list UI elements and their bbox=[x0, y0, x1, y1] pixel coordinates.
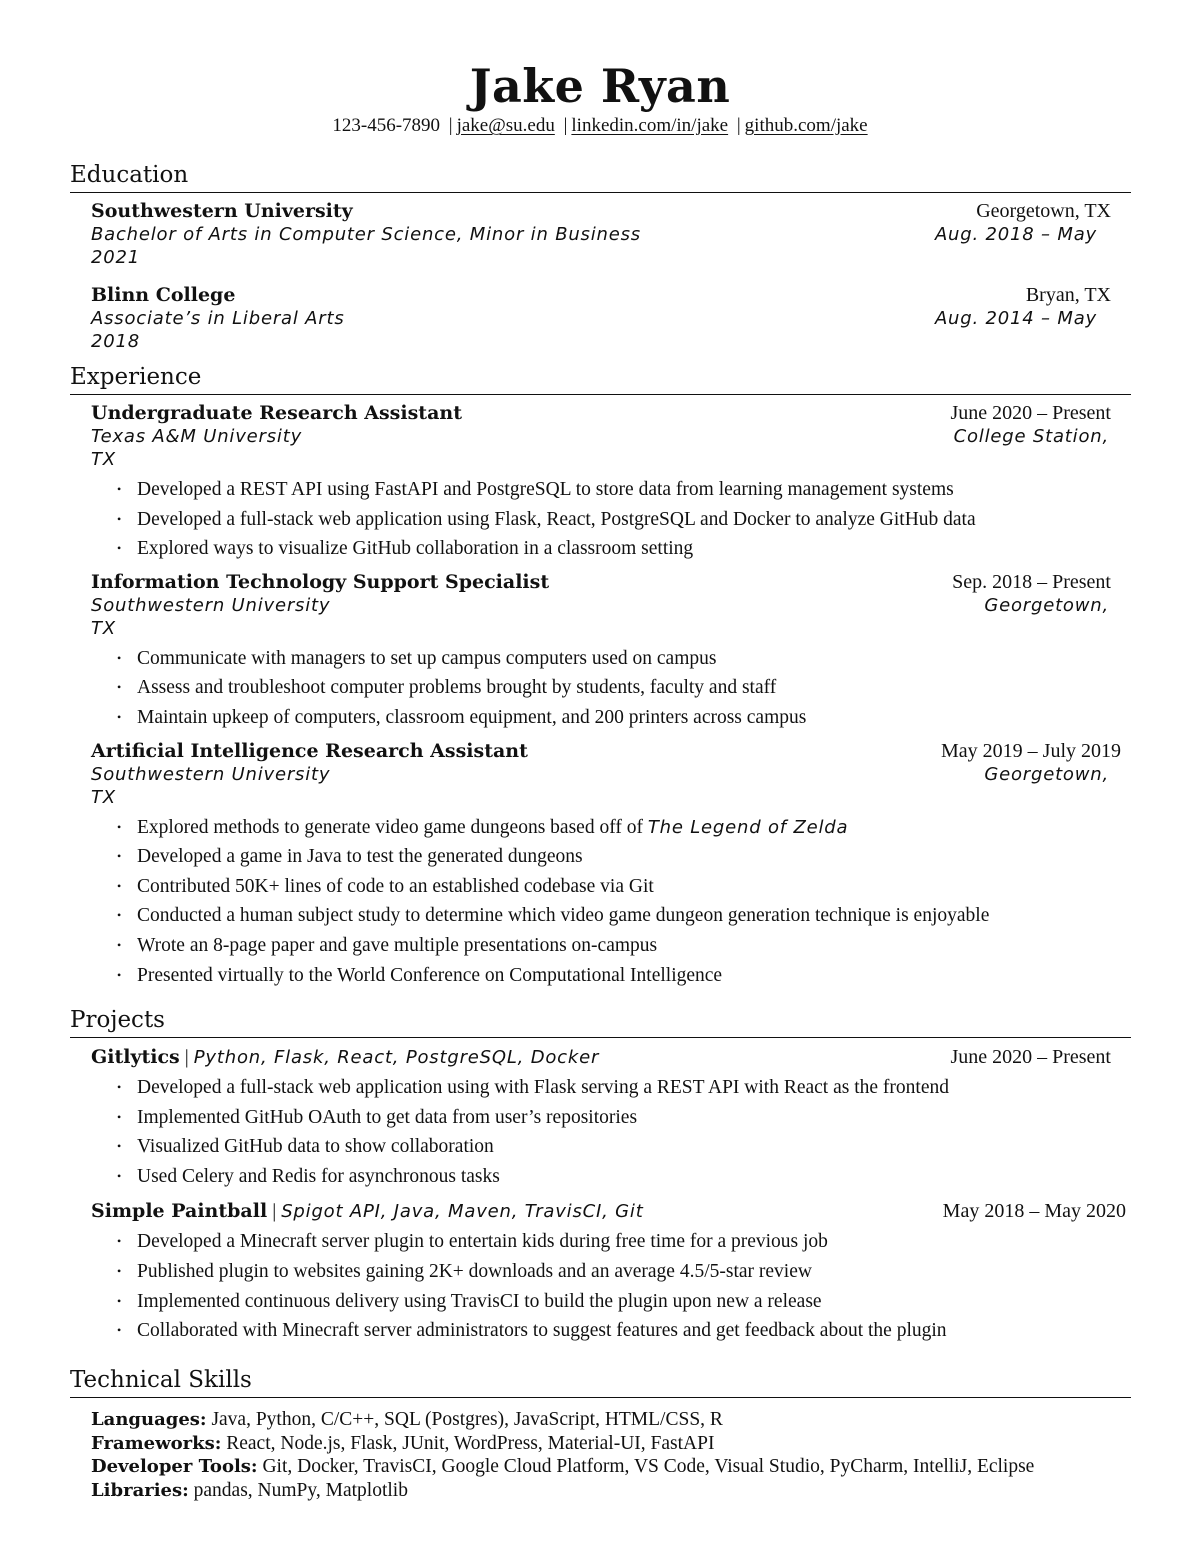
job-location-wrap: TX bbox=[91, 449, 116, 470]
list-item: • Implemented continuous delivery using TravisCI to build the plugin upon new a release bbox=[91, 1287, 1131, 1317]
phone-number: 123-456-7890 bbox=[332, 115, 441, 136]
project-stack: Python, Flask, React, PostgreSQL, Docker bbox=[193, 1047, 600, 1068]
bullet-list bbox=[91, 644, 1131, 733]
school-name: Blinn College bbox=[91, 284, 236, 306]
skill-label: Frameworks: bbox=[91, 1432, 222, 1454]
list-item bbox=[91, 813, 1131, 843]
skill-values: pandas, NumPy, Matplotlib bbox=[193, 1479, 408, 1501]
list-item: • Used Celery and Redis for asynchronous tasks bbox=[91, 1162, 1131, 1192]
github-link[interactable]: github.com/jake bbox=[744, 115, 868, 136]
list-item: • Explored ways to visualize GitHub collaboration in a classroom setting bbox=[91, 534, 1131, 564]
bullet-list bbox=[91, 1073, 1131, 1191]
candidate-name: Jake Ryan bbox=[469, 59, 731, 113]
job-title: Artificial Intelligence Research Assistant bbox=[91, 739, 528, 762]
experience-entry bbox=[91, 739, 1131, 991]
skill-values: Java, Python, C/C++, SQL (Postgres), JavaScript, HTML/CSS, R bbox=[211, 1409, 723, 1430]
job-title: Undergraduate Research Assistant bbox=[91, 402, 462, 424]
degree: Bachelor of Arts in Computer Science, Minor in Business bbox=[91, 224, 641, 245]
school-location: Bryan, TX bbox=[1025, 284, 1111, 306]
skill-values: Git, Docker, TravisCI, Google Cloud Platform, VS Code, Visual Studio, PyCharm, IntelliJ, Eclipse bbox=[262, 1456, 1035, 1477]
list-item: • Wrote an 8-page paper and gave multiple presentations on-campus bbox=[91, 931, 1131, 961]
job-location-wrap: TX bbox=[91, 617, 116, 639]
list-item: • Presented virtually to the World Conference on Computational Intelligence bbox=[91, 961, 1131, 991]
project-name: Simple Paintball bbox=[91, 1200, 268, 1223]
skills-list bbox=[91, 1408, 1131, 1502]
section-title-experience: Experience bbox=[70, 362, 1131, 395]
job-location: Georgetown, bbox=[984, 763, 1109, 785]
organization: Southwestern University bbox=[91, 594, 331, 616]
project-heading: Simple Paintball | Spigot API, Java, Maven, TravisCI, Git bbox=[91, 1200, 644, 1223]
skills-libraries bbox=[91, 1479, 1131, 1503]
skills-languages bbox=[91, 1408, 1131, 1432]
project-heading: Gitlytics | Python, Flask, React, PostgreSQL, Docker bbox=[91, 1046, 600, 1068]
education-section bbox=[70, 160, 1131, 353]
project-entry bbox=[91, 1045, 1131, 1191]
list-item: • Developed a REST API using FastAPI and PostgreSQL to store data from learning management systems bbox=[91, 475, 1131, 505]
education-entry-southwestern bbox=[91, 199, 1131, 269]
experience-entry bbox=[91, 401, 1131, 564]
project-dates: May 2018 – May 2020 bbox=[942, 1200, 1126, 1223]
list-item: • Implemented GitHub OAuth to get data from user’s repositories bbox=[91, 1103, 1131, 1133]
job-dates: Sep. 2018 – Present bbox=[952, 570, 1111, 593]
contact-line bbox=[0, 114, 1200, 138]
skill-values: React, Node.js, Flask, JUnit, WordPress, Material-UI, FastAPI bbox=[226, 1432, 715, 1454]
skill-label: Languages: bbox=[91, 1409, 207, 1430]
job-location-wrap: TX bbox=[91, 786, 116, 808]
bullet-list bbox=[91, 813, 1131, 991]
experience-section bbox=[70, 362, 1131, 990]
list-item: • Developed a full-stack web application using Flask, React, PostgreSQL and Docker to analyze GitHub data bbox=[91, 505, 1131, 535]
job-location: Georgetown, bbox=[984, 594, 1109, 616]
email-link[interactable]: jake@su.edu bbox=[456, 115, 555, 136]
degree: Associate’s in Liberal Arts bbox=[91, 308, 345, 329]
project-dates: June 2020 – Present bbox=[950, 1046, 1111, 1068]
linkedin-link[interactable]: linkedin.com/in/jake bbox=[571, 115, 729, 136]
bullet-list bbox=[91, 1227, 1131, 1345]
skill-label: Developer Tools: bbox=[91, 1456, 258, 1477]
list-item: • Developed a Minecraft server plugin to entertain kids during free time for a previous job bbox=[91, 1227, 1131, 1257]
contact-separator: | bbox=[563, 115, 568, 136]
job-dates: May 2019 – July 2019 bbox=[941, 739, 1121, 762]
list-item: • Collaborated with Minecraft server administrators to suggest features and get feedback about the plugin bbox=[91, 1316, 1131, 1346]
list-item: • Developed a game in Java to test the generated dungeons bbox=[91, 842, 1131, 872]
list-item: • Assess and troubleshoot computer problems brought by students, faculty and staff bbox=[91, 673, 1131, 703]
job-title: Information Technology Support Specialist bbox=[91, 570, 550, 593]
school-name: Southwestern University bbox=[91, 200, 353, 222]
project-name: Gitlytics bbox=[91, 1046, 180, 1068]
bullet-list bbox=[91, 475, 1131, 564]
contact-separator: | bbox=[448, 115, 453, 136]
organization: Southwestern University bbox=[91, 763, 331, 785]
list-item: • Contributed 50K+ lines of code to an established codebase via Git bbox=[91, 872, 1131, 902]
education-dates: Aug. 2018 – May bbox=[934, 224, 1097, 245]
experience-entry bbox=[91, 570, 1131, 733]
projects-section bbox=[70, 1005, 1131, 1346]
contact-separator: | bbox=[736, 115, 741, 136]
list-item: • Published plugin to websites gaining 2K+ downloads and an average 4.5/5-star review bbox=[91, 1257, 1131, 1287]
skills-developer-tools bbox=[91, 1455, 1131, 1479]
section-title-education: Education bbox=[70, 160, 1131, 193]
bullet-text: Explored methods to generate video game dungeons based off of bbox=[137, 816, 648, 838]
job-location: College Station, bbox=[953, 426, 1109, 447]
section-title-skills: Technical Skills bbox=[70, 1365, 1131, 1398]
school-location: Georgetown, TX bbox=[976, 200, 1111, 222]
skill-label: Libraries: bbox=[91, 1479, 189, 1501]
list-item: • Conducted a human subject study to determine which video game dungeon generation technique is enjoyable bbox=[91, 901, 1131, 931]
job-dates: June 2020 – Present bbox=[950, 402, 1111, 424]
education-dates-wrap: 2021 bbox=[91, 247, 141, 268]
list-item: • Visualized GitHub data to show collaboration bbox=[91, 1132, 1131, 1162]
skills-section bbox=[70, 1365, 1131, 1502]
education-entry-blinn bbox=[91, 283, 1131, 353]
game-title: The Legend of Zelda bbox=[647, 816, 849, 838]
list-item: • Developed a full-stack web application using with Flask serving a REST API with React as the frontend bbox=[91, 1073, 1131, 1103]
section-title-projects: Projects bbox=[70, 1005, 1131, 1038]
list-item: • Communicate with managers to set up campus computers used on campus bbox=[91, 644, 1131, 674]
education-dates: Aug. 2014 – May bbox=[934, 308, 1097, 329]
project-entry bbox=[91, 1199, 1131, 1345]
organization: Texas A&M University bbox=[91, 426, 303, 447]
project-stack: Spigot API, Java, Maven, TravisCI, Git bbox=[281, 1201, 644, 1223]
education-dates-wrap: 2018 bbox=[91, 331, 141, 352]
skills-frameworks bbox=[91, 1432, 1131, 1456]
list-item: • Maintain upkeep of computers, classroom equipment, and 200 printers across campus bbox=[91, 703, 1131, 733]
